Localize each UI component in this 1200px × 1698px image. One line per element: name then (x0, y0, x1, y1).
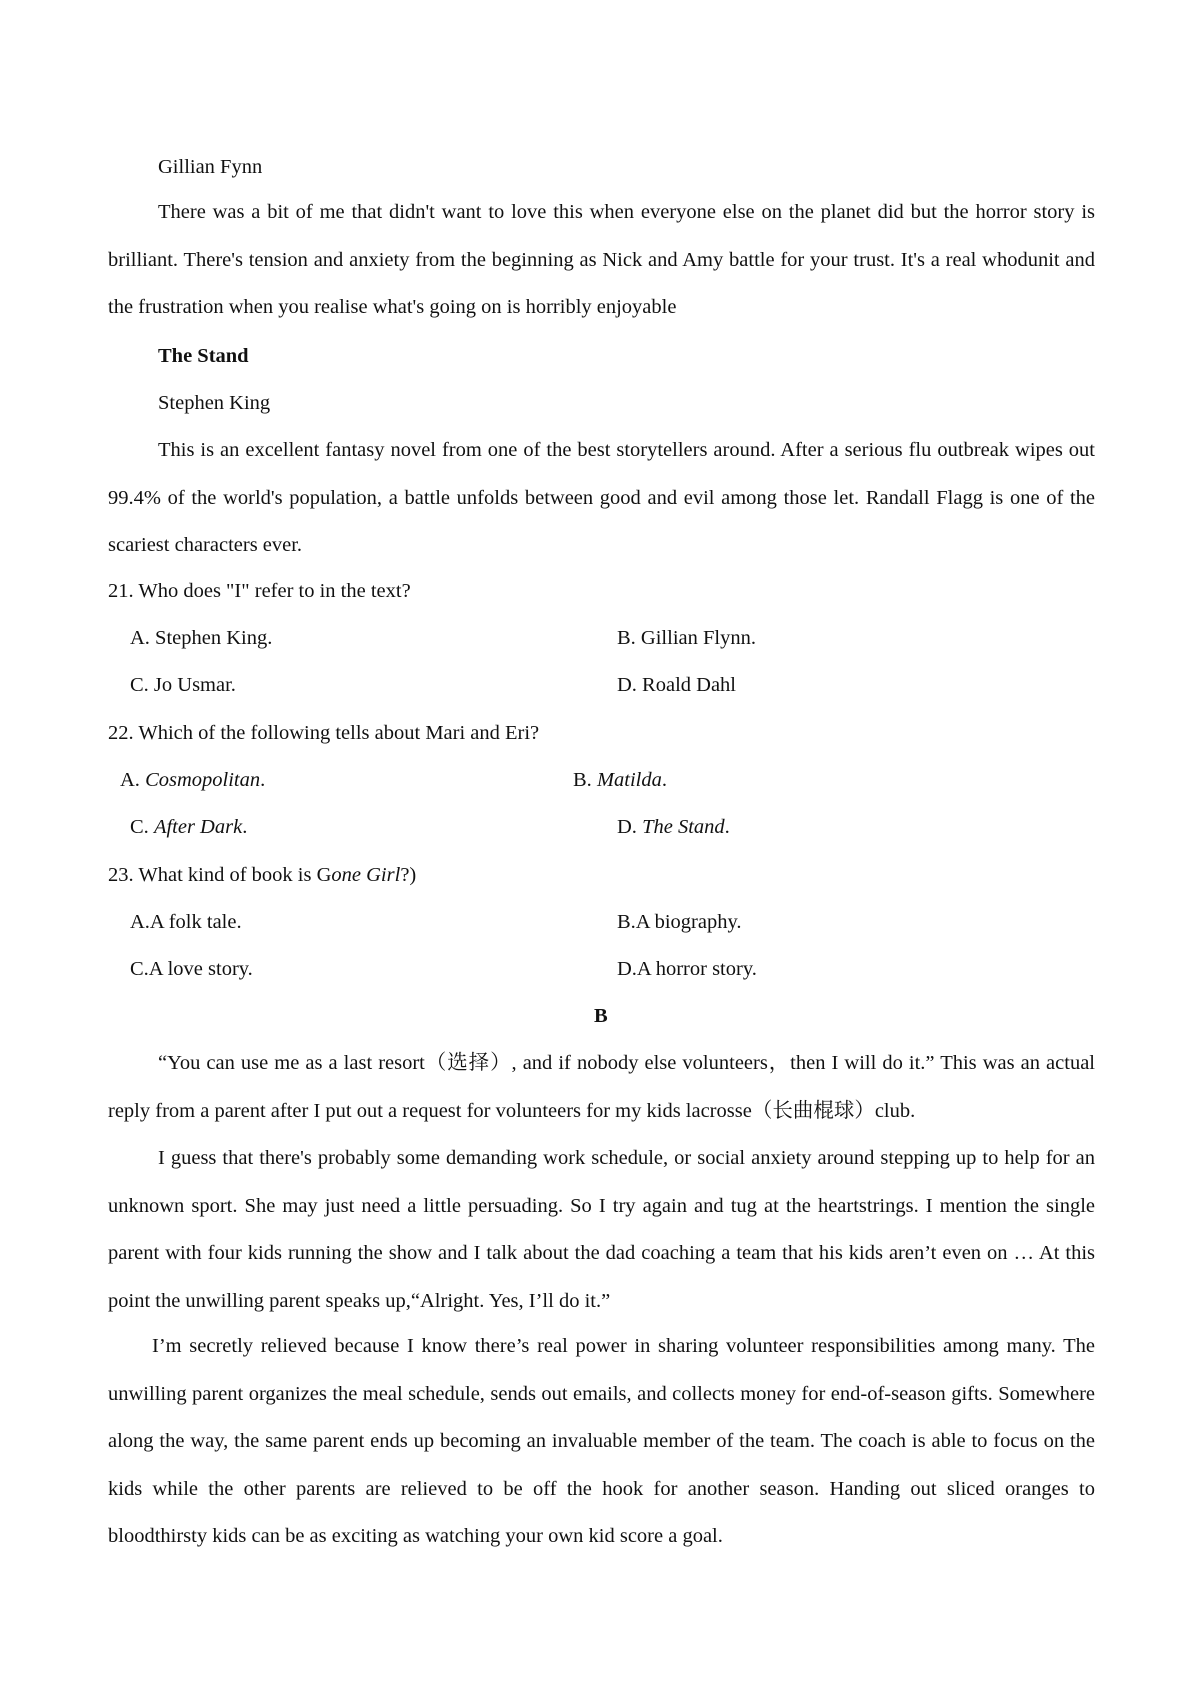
question-23-option-a[interactable]: A.A folk tale. (130, 911, 242, 933)
question-22-option-c[interactable] (130, 804, 247, 852)
question-23-option-b[interactable]: B.A biography. (617, 911, 742, 933)
option-suffix: . (242, 816, 248, 838)
question-22-option-b[interactable] (573, 757, 667, 805)
option-prefix: C. (130, 816, 154, 838)
book-title-the-stand-option: The Stand (642, 816, 725, 838)
question-21-option-c[interactable]: C. Jo Usmar. (130, 674, 236, 696)
question-23-option-c[interactable]: C.A love story. (130, 958, 253, 980)
book-review-gone-girl: There was a bit of me that didn't want to love this when everyone else on the planet did but the horror story is brilliant. There's tension and anxiety from the beginning as Nick and Amy battle for your trust. It's a real whodunit and the frustration when you realise what's going on is horribly enjoyable (108, 201, 1095, 318)
stem-prefix: 23. What kind of book is G (108, 864, 332, 886)
question-22-option-d[interactable] (617, 804, 730, 852)
question-22-option-a[interactable] (120, 757, 265, 805)
question-23-option-d[interactable]: D.A horror story. (617, 958, 757, 980)
option-prefix: A. (120, 769, 146, 791)
book-title-gone-girl: one Girl (331, 864, 401, 886)
option-suffix: . (661, 769, 667, 791)
book-review-the-stand: This is an excellent fantasy novel from one of the best storytellers around. After a serious flu outbreak wipes out 99.4% of the world's population, a battle unfolds between good and evil among those let. Randall Flagg is one of the scariest characters ever. (108, 439, 1095, 556)
option-prefix: D. (617, 816, 643, 838)
passage-b-paragraph-2: I guess that there's probably some demanding work schedule, or social anxiety around stepping up to help for an unknown sport. She may just need a little persuading. So I try again and tug at the heartstrings. I mention the single parent with four kids running the show and I talk about the dad coaching a team that his kids aren’t even on … At this point the unwilling parent speaks up,“Alright. Yes, I’ll do it.” (108, 1147, 1095, 1312)
passage-b-paragraph-1: “You can use me as a last resort（选择）, and if nobody else volunteers，then I will do it.” This was an actual reply from a parent after I put out a request for volunteers for my kids lacrosse（长曲棍球）club. (108, 1052, 1095, 1122)
passage-b-paragraph-3: I’m secretly relieved because I know there’s real power in sharing volunteer responsibilities among many. The unwilling parent organizes the meal schedule, sends out emails, and collects money for end-of-season gifts. Somewhere along the way, the same parent ends up becoming an invaluable member of the team. The coach is able to focus on the kids while the other parents are relieved to be off the hook for another season. Handing out sliced oranges to bloodthirsty kids can be as exciting as watching your own kid score a goal. (108, 1335, 1095, 1547)
option-prefix: B. (573, 769, 597, 791)
section-heading-b: B (594, 1005, 608, 1027)
question-22-stem: 22. Which of the following tells about Mari and Eri? (108, 722, 540, 744)
book-author-stephen-king: Stephen King (158, 392, 271, 414)
book-author-gillian-fynn: Gillian Fynn (158, 156, 263, 178)
book-title-the-stand: The Stand (158, 345, 249, 367)
question-23-stem (108, 852, 416, 900)
question-21-option-d[interactable]: D. Roald Dahl (617, 674, 736, 696)
question-21-option-a[interactable]: A. Stephen King. (130, 627, 273, 649)
book-title-matilda: Matilda (596, 769, 662, 791)
stem-suffix: ?) (400, 864, 417, 886)
book-title-cosmopolitan: Cosmopolitan (145, 769, 261, 791)
option-suffix: . (724, 816, 730, 838)
question-21-option-b[interactable]: B. Gillian Flynn. (617, 627, 756, 649)
book-title-after-dark: After Dark (153, 816, 243, 838)
option-suffix: . (260, 769, 266, 791)
question-21-stem: 21. Who does "I" refer to in the text? (108, 580, 411, 602)
